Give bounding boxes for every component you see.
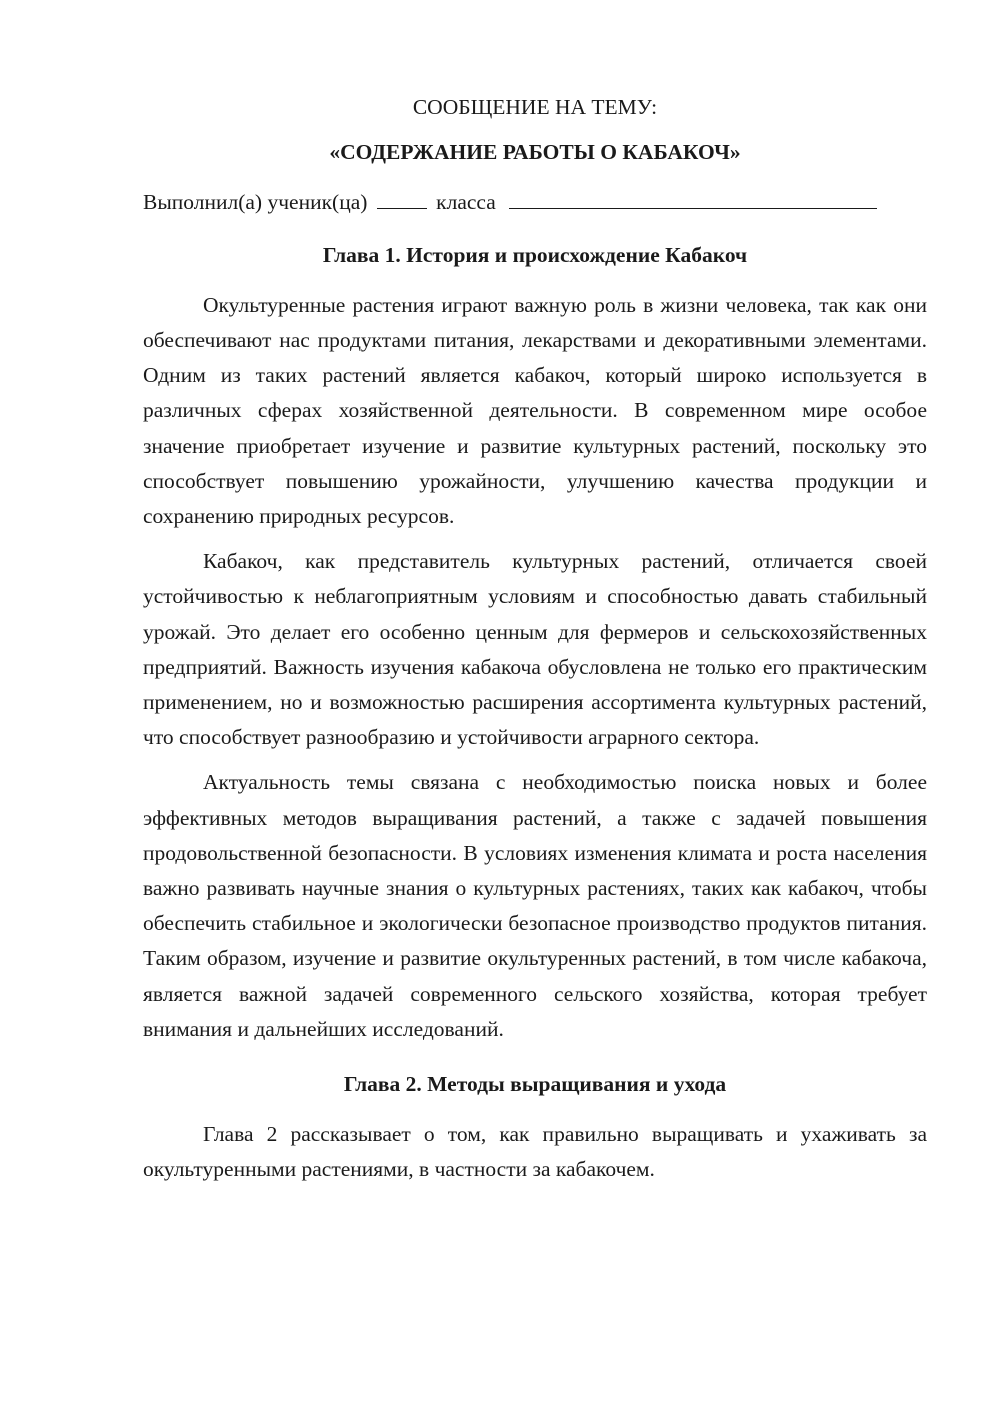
chapter-1-paragraph-1: Окультуренные растения играют важную роль в жизни человека, так как они обеспечивают нас продуктами питания, лекарствами и декоративными элементами. Одним из таких растений является кабакоч, который широко используется в различных сферах хозяйственной деятельности. В современном мире особое значение приобретает изучение и развитие культурных растений, поскольку это способствует повышению урожайности, улучшению качества продукции и сохранению природных ресурсов.	[143, 292, 927, 529]
student-middle: класса	[436, 190, 496, 215]
student-name-blank	[509, 188, 877, 209]
student-info-line	[143, 185, 927, 220]
chapter-2-heading: Глава 2. Методы выращивания и ухода	[343, 1072, 727, 1097]
chapter-2-paragraph-1: Глава 2 рассказывает о том, как правильно выращивать и ухаживать за окультуренными растениями, в частности за кабакочем.	[143, 1122, 927, 1182]
chapter-1-paragraph-3: Актуальность темы связана с необходимостью поиска новых и более эффективных методов выращивания растений, а также с задачей повышения продовольственной безопасности. В условиях изменения климата и роста населения важно развивать научные знания о культурных растениях, таких как кабакоч, чтобы обеспечить стабильное и экологически безопасное производство продуктов питания. Таким образом, изучение и развитие окультуренных растений, в том числе кабакоча, является важной задачей современного сельского хозяйства, которая требует внимания и дальнейших исследований.	[143, 770, 927, 1041]
student-prefix: Выполнил(а) ученик(ца)	[143, 190, 368, 215]
chapter-1-paragraph-2: Кабакоч, как представитель культурных растений, отличается своей устойчивостью к неблагоприятным условиям и способностью давать стабильный урожай. Это делает его особенно ценным для фермеров и сельскохозяйственных предприятий. Важность изучения кабакоча обусловлена не только его практическим применением, но и возможностью расширения ассортимента культурных растений, что способствует разнообразию и устойчивости аграрного сектора.	[143, 549, 927, 750]
class-number-blank	[377, 188, 427, 209]
title-line-1: СООБЩЕНИЕ НА ТЕМУ:	[412, 95, 658, 119]
document-page	[143, 90, 927, 1188]
chapter-1-heading: Глава 1. История и происхождение Кабакоч	[322, 242, 748, 267]
title-line-2: «СОДЕРЖАНИЕ РАБОТЫ О КАБАКОЧ»	[329, 140, 741, 165]
